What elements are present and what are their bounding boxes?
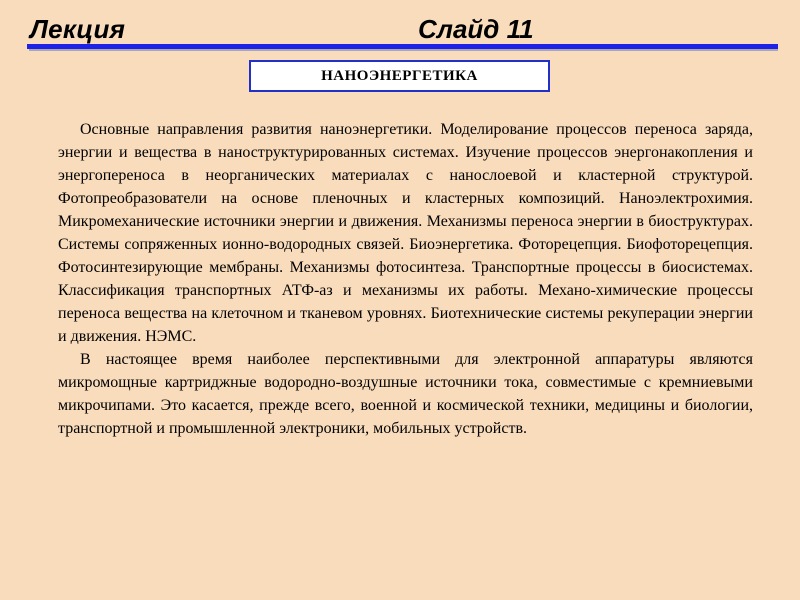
slide-number-label: Слайд 11 — [418, 14, 534, 44]
slide-body — [58, 118, 753, 440]
slide-title: НАНОЭНЕРГЕТИКА — [249, 60, 550, 92]
paragraph: В настоящее время наиболее перспективными для электронной аппаратуры являются микромощные картриджные водородно-воздушные источники тока, совместимые с кремниевыми микрочипами. Это касается, прежде всего, военной и космической техники, медицины и биологии, транспортной и промышленной электроники, мобильных устройств. — [58, 351, 753, 437]
header-rule-shadow — [29, 49, 778, 51]
lecture-label: Лекция — [30, 14, 126, 44]
paragraph: Основные направления развития наноэнергетики. Моделирование процессов переноса заряда, энергии и вещества в наноструктурированных системах. Изучение процессов энергонакопления и энергопереноса в неорганических материалах с нанослоевой и кластерной структурой. Фотопреобразователи на основе пленочных и кластерных композиций. Наноэлектрохимия. Микромеханические источники энергии и движения. Механизмы переноса энергии в биоструктурах. Системы сопряженных ионно-водородных связей. Биоэнергетика. Фоторецепция. Биофоторецепция. Фотосинтезирующие мембраны. Механизмы фотосинтеза. Транспортные процессы в биосистемах. Классификация транспортных АТФ-аз и механизмы их работы. Механо-химические процессы переноса вещества на клеточном и тканевом уровнях. Биотехнические системы рекуперации энергии и движения. НЭМС. — [58, 121, 753, 345]
